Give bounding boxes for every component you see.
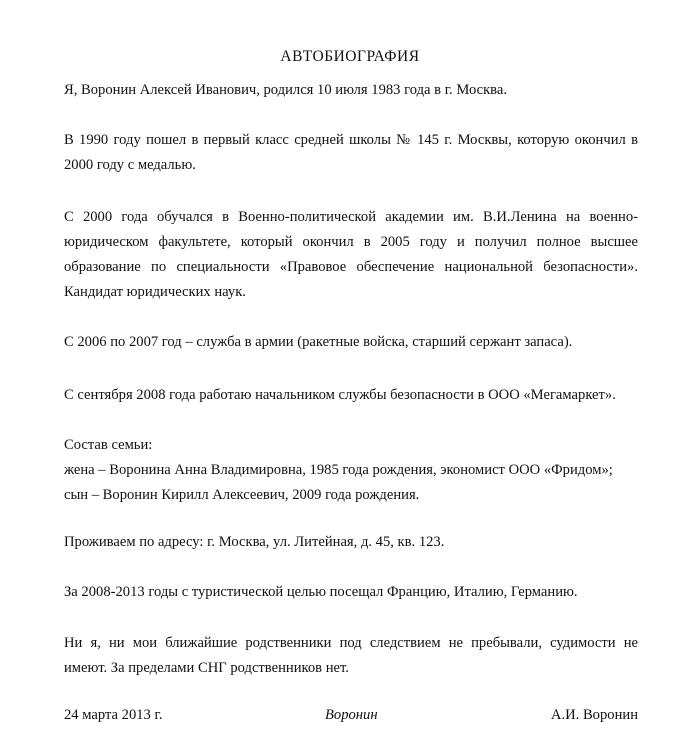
legal-line-1: Ни я, ни мои ближайшие родственники под следствием не пребывали, судимости не bbox=[64, 635, 638, 651]
family-wife: жена – Воронина Анна Владимировна, 1985 года рождения, экономист ООО «Фридом»; bbox=[64, 462, 613, 478]
address-line: Проживаем по адресу: г. Москва, ул. Литейная, д. 45, кв. 123. bbox=[64, 534, 445, 550]
legal-paragraph bbox=[64, 631, 638, 681]
army-paragraph bbox=[64, 330, 638, 355]
footer-date: 24 марта 2013 г. bbox=[64, 707, 163, 723]
academy-line-2: юридическом факультете, который окончил в 2005 году и получил полное высшее bbox=[64, 234, 638, 250]
family-paragraph bbox=[64, 433, 638, 508]
legal-line-2: имеют. За пределами СНГ родственников нет. bbox=[64, 660, 349, 676]
document-title: АВТОБИОГРАФИЯ bbox=[280, 48, 420, 65]
school-line-2: 2000 году с медалью. bbox=[64, 157, 196, 173]
work-line: С сентября 2008 года работаю начальником службы безопасности в ООО «Мегамаркет». bbox=[64, 387, 616, 403]
travel-paragraph bbox=[64, 580, 638, 605]
signature-row bbox=[64, 707, 638, 731]
family-heading: Состав семьи: bbox=[64, 437, 153, 453]
address-paragraph bbox=[64, 530, 638, 555]
school-paragraph bbox=[64, 128, 638, 178]
travel-line: За 2008-2013 годы с туристической целью посещал Францию, Италию, Германию. bbox=[64, 584, 578, 600]
academy-line-4: Кандидат юридических наук. bbox=[64, 284, 246, 300]
intro-paragraph bbox=[64, 78, 638, 103]
army-line: С 2006 по 2007 год – служба в армии (ракетные войска, старший сержант запаса). bbox=[64, 334, 573, 350]
academy-line-1: С 2000 года обучался в Военно-политической академии им. В.И.Ленина на военно- bbox=[64, 209, 638, 225]
school-line-1: В 1990 году пошел в первый класс средней школы № 145 г. Москвы, которую окончил в bbox=[64, 132, 638, 148]
academy-line-3: образование по специальности «Правовое обеспечение национальной безопасности». bbox=[64, 259, 638, 275]
footer-name: А.И. Воронин bbox=[550, 707, 638, 723]
work-paragraph bbox=[64, 383, 638, 408]
academy-paragraph bbox=[64, 205, 638, 305]
handwritten-signature: Воронин bbox=[325, 707, 378, 723]
family-son: сын – Воронин Кирилл Алексеевич, 2009 года рождения. bbox=[64, 487, 420, 503]
intro-line: Я, Воронин Алексей Иванович, родился 10 июля 1983 года в г. Москва. bbox=[64, 82, 507, 98]
